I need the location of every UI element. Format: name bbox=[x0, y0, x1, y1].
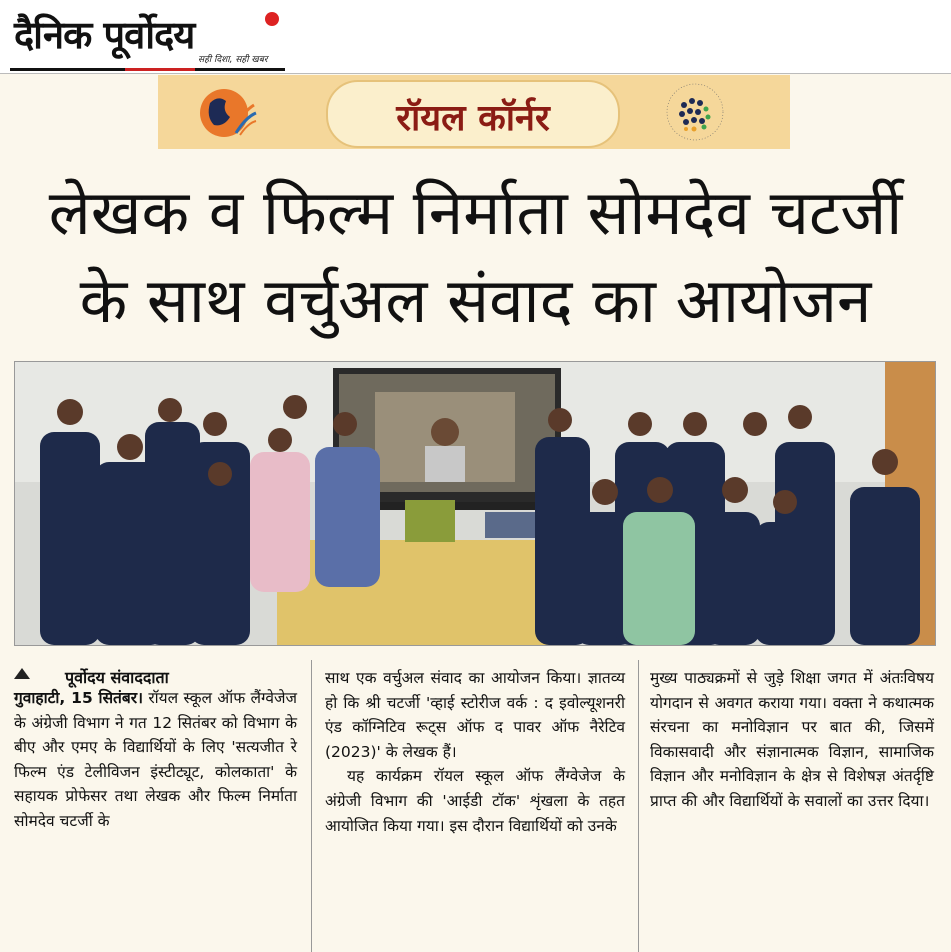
dotted-circle-logo-icon bbox=[664, 81, 726, 143]
article-paragraph: साथ एक वर्चुअल संवाद का आयोजन किया। ज्ञातव्य हो कि श्री चटर्जी 'व्हाई स्टोरीज वर्क : द इवोल्यूशनरी एंड कॉग्निटिव रूट्स ऑफ द पावर ऑफ नैरेटिव (2023)' के लेखक हैं। bbox=[325, 669, 625, 761]
group-photo-image bbox=[15, 362, 935, 645]
section-banner bbox=[158, 75, 790, 149]
article-text: रॉयल स्कूल ऑफ लैंग्वेजेज के अंग्रेजी विभाग ने गत 12 सितंबर को विभाग के बीए और एमए के विद्यार्थियों के लिए 'सत्यजीत रे फिल्म एंड टेलीविजन इंस्टीट्यूट, कोलकाता' के सहायक प्रोफेसर तथा लेखक और फिल्म निर्माता सोमदेव चटर्जी के bbox=[14, 689, 297, 830]
article-paragraph: यह कार्यक्रम रॉयल स्कूल ऑफ लैंग्वेजेज के अंग्रेजी विभाग की 'आईडी टॉक' शृंखला के तहत आयोजित किया गया। इस दौरान विद्यार्थियों को उनके bbox=[325, 767, 625, 835]
logo-dot-icon bbox=[265, 12, 279, 26]
byline-arrow-icon bbox=[14, 668, 30, 679]
newspaper-logo: दैनिक पूर्वोदय bbox=[14, 12, 195, 57]
headline-line-1: लेखक व फिल्म निर्माता सोमदेव चटर्जी bbox=[48, 176, 903, 249]
headline-line-2: के साथ वर्चुअल संवाद का आयोजन bbox=[79, 264, 872, 337]
group-photo bbox=[14, 361, 936, 646]
byline: पूर्वोदय संवाददाता bbox=[65, 668, 169, 687]
column-divider bbox=[311, 660, 312, 952]
article-column-1 bbox=[14, 686, 297, 834]
section-title: रॉयल कॉर्नर bbox=[396, 97, 550, 139]
dateline: गुवाहाटी, 15 सितंबर। bbox=[14, 689, 143, 707]
newspaper-tagline: सही दिशा, सही खबर bbox=[198, 55, 268, 65]
banner-title-pill bbox=[326, 80, 620, 148]
article-paragraph bbox=[14, 686, 297, 834]
article-column-3 bbox=[650, 666, 934, 814]
masthead-rule-accent bbox=[125, 68, 195, 71]
page-divider bbox=[0, 73, 951, 74]
masthead bbox=[0, 0, 951, 74]
column-divider bbox=[638, 660, 639, 952]
article-paragraph: मुख्य पाठ्यक्रमों से जुड़े शिक्षा जगत में अंतःविषय योगदान से अवगत कराया गया। वक्ता ने कथात्मक संरचना का मनोविज्ञान पर बात की, जिसमें विकासवादी और संज्ञानात्मक विज्ञान, सामाजिक विज्ञान और मनोविज्ञान के क्षेत्र से विशेषज्ञ अंतर्दृष्टि प्राप्त की और विद्यार्थियों के सवालों का उत्तर दिया। bbox=[650, 669, 934, 810]
globe-logo-icon bbox=[196, 81, 258, 143]
article-column-2 bbox=[325, 666, 625, 838]
